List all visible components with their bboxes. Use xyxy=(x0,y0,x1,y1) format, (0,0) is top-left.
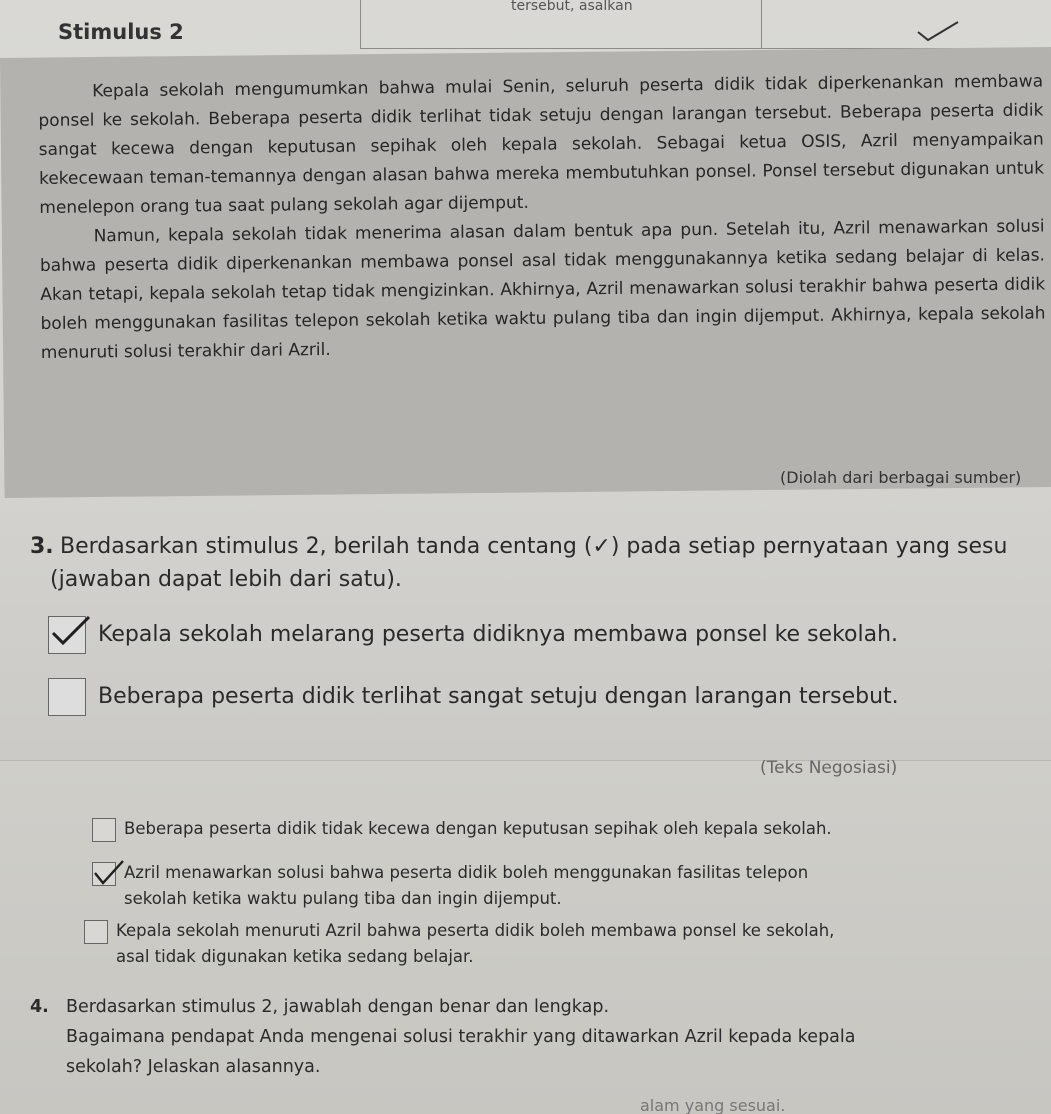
stimulus-paragraph-1: Kepala sekolah mengumumkan bahwa mulai Senin, seluruh peserta didik tidak diperkenankan membawa ponsel ke sekolah. Beberapa peserta didik terlihat tidak setuju dengan larangan tersebut. Beberapa peserta didik sangat kecewa dengan keputusan sepihak oleh kepala sekolah. Sebagai ketua OSIS, Azril menyampaikan kekecewaan teman-temannya dengan alasan bahwa mereka membutuhkan ponsel. Ponsel tersebut digunakan untuk menelepon orang tua saat pulang sekolah agar dijemput. xyxy=(38,71,1045,218)
stimulus-text xyxy=(38,67,1046,368)
lower-option-2-text: Azril menawarkan solusi bahwa peserta didik boleh menggunakan fasilitas telepon xyxy=(124,863,809,882)
top-snippet-text: tersebut, asalkan xyxy=(511,0,633,14)
checkbox-checked[interactable] xyxy=(92,862,116,886)
lower-option-3-cont: asal tidak digunakan ketika sedang belajar. xyxy=(116,947,474,966)
lower-option-1-text: Beberapa peserta didik tidak kecewa dengan keputusan sepihak oleh kepala sekolah. xyxy=(124,819,832,838)
lower-header-snippet: (Teks Negosiasi) xyxy=(760,758,898,778)
question-4-number: 4. xyxy=(30,997,49,1017)
question-4-line-2: Bagaimana pendapat Anda mengenai solusi terakhir yang ditawarkan Azril kepada kepala xyxy=(66,1027,856,1047)
q3-option-2[interactable] xyxy=(48,678,899,716)
stimulus-paragraph-2: Namun, kepala sekolah tidak menerima alasan dalam bentuk apa pun. Setelah itu, Azril menawarkan solusi bahwa peserta didik diperkenankan membawa ponsel asal tidak menggunakannya ketika sedang belajar di kelas. Akan tetapi, kepala sekolah tetap tidak mengizinkan. Akhirnya, Azril menawarkan solusi terakhir bahwa peserta didik boleh menggunakan fasilitas telepon sekolah ketika waktu pulang tiba dan ingin dijemput. Akhirnya, kepala sekolah menuruti solusi terakhir dari Azril. xyxy=(39,216,1046,363)
checkmark-icon xyxy=(93,857,125,887)
question-4-line-3: sekolah? Jelaskan alasannya. xyxy=(66,1057,321,1077)
bottom-snippet: alam yang sesuai. xyxy=(640,1096,786,1114)
table-divider xyxy=(761,0,762,48)
checkmark-icon xyxy=(916,20,960,42)
question-4 xyxy=(30,992,1040,1082)
lower-option-3[interactable] xyxy=(84,918,834,970)
question-4-line-1: Berdasarkan stimulus 2, jawablah dengan benar dan lengkap. xyxy=(66,997,610,1017)
checkbox-checked[interactable] xyxy=(48,616,86,654)
q3-option-2-text: Beberapa peserta didik terlihat sangat setuju dengan larangan tersebut. xyxy=(98,684,899,709)
question-3 xyxy=(30,530,1051,596)
lower-option-2-cont: sekolah ketika waktu pulang tiba dan ingin dijemput. xyxy=(124,889,562,908)
stimulus-title: Stimulus 2 xyxy=(58,20,184,44)
q3-option-1[interactable] xyxy=(48,616,898,654)
lower-option-2[interactable] xyxy=(92,860,808,912)
checkbox-empty[interactable] xyxy=(84,920,108,944)
checkmark-icon xyxy=(49,611,93,651)
stimulus-source: (Diolah dari berbagai sumber) xyxy=(780,468,1022,487)
question-3-prompt: Berdasarkan stimulus 2, berilah tanda centang (✓) pada setiap pernyataan yang sesu xyxy=(60,534,1008,559)
question-3-number: 3. xyxy=(30,534,54,559)
q3-option-1-text: Kepala sekolah melarang peserta didiknya membawa ponsel ke sekolah. xyxy=(98,622,899,647)
lower-option-3-text: Kepala sekolah menuruti Azril bahwa peserta didik boleh membawa ponsel ke sekolah, xyxy=(116,921,835,940)
top-answer-table xyxy=(360,0,1001,49)
lower-option-1[interactable] xyxy=(92,816,832,842)
checkbox-empty[interactable] xyxy=(92,818,116,842)
question-3-note: (jawaban dapat lebih dari satu). xyxy=(50,567,402,592)
checkbox-empty[interactable] xyxy=(48,678,86,716)
